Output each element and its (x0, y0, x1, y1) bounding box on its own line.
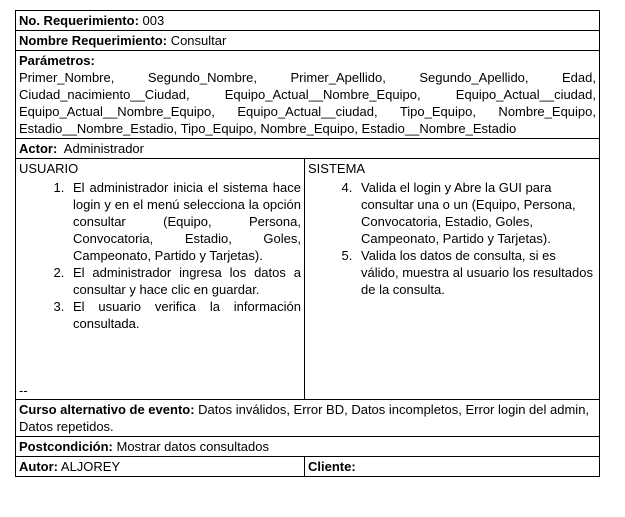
parametros-value: Primer_Nombre, Segundo_Nombre, Primer_Apellido, Segundo_Apellido, Edad, Ciudad_nacimiento__Ciudad, Equipo_Actual__Nombre_Equipo, Equipo_Actual__ciudad, Equipo_Actual__Nombre_Equipo, Equipo_Actual__ciudad, Tipo_Equipo, Nombre_Equipo, Estadio__Nombre_Estadio, Tipo_Equipo, Nombre_Equipo, Estadio__Nombre_Estadio (19, 70, 596, 136)
usuario-footer: -- (19, 383, 28, 398)
actor-label: Actor: (19, 141, 58, 156)
row-numero (16, 11, 600, 31)
usuario-header: USUARIO (19, 161, 79, 176)
requirement-table (15, 10, 600, 477)
sistema-cell (305, 159, 600, 400)
numero-label: No. Requerimiento: (19, 13, 139, 28)
usuario-steps (19, 179, 301, 332)
cliente-cell (305, 457, 600, 477)
row-nombre (16, 31, 600, 51)
autor-cell (16, 457, 305, 477)
curso-value: Datos inválidos, Error BD, Datos incompletos, Error login del admin, Datos repetidos. (19, 402, 597, 434)
sistema-header: SISTEMA (308, 161, 366, 176)
nombre-label: Nombre Requerimiento: (19, 33, 168, 48)
usuario-cell (16, 159, 305, 400)
numero-value: 003 (138, 13, 165, 28)
sistema-step: 5. Valida los datos de consulta, si es válido, muestra al usuario los resultados de la consulta. (356, 247, 596, 298)
usuario-step: 3. El usuario verifica la información consultada. (68, 298, 301, 332)
actor-value: Administrador (57, 141, 144, 156)
row-curso-alternativo (16, 400, 600, 437)
nombre-value: Consultar (167, 33, 227, 48)
usuario-step: 2. El administrador ingresa los datos a consultar y hace clic en guardar. (68, 264, 301, 298)
sistema-steps (308, 179, 596, 298)
cliente-label: Cliente: (308, 459, 356, 474)
sistema-step: 4. Valida el login y Abre la GUI para consultar una o un (Equipo, Persona, Convocatoria, Estadio, Goles, Campeonato, Partido y Tarjetas). (356, 179, 596, 247)
autor-value: ALJOREY (58, 459, 121, 474)
parametros-label: Parámetros: (19, 53, 95, 68)
row-actor (16, 139, 600, 159)
row-flujo (16, 159, 600, 400)
row-autor-cliente (16, 457, 600, 477)
usuario-step: 1. El administrador inicia el sistema hace login y en el menú selecciona la opción consultar (Equipo, Persona, Convocatoria, Estadio, Goles, Campeonato, Partido y Tarjetas). (68, 179, 301, 264)
postcondicion-label: Postcondición: (19, 439, 113, 454)
row-postcondicion (16, 437, 600, 457)
autor-label: Autor: (19, 459, 58, 474)
curso-label: Curso alternativo de evento: (19, 402, 195, 417)
row-parametros (16, 51, 600, 139)
postcondicion-value: Mostrar datos consultados (112, 439, 269, 454)
